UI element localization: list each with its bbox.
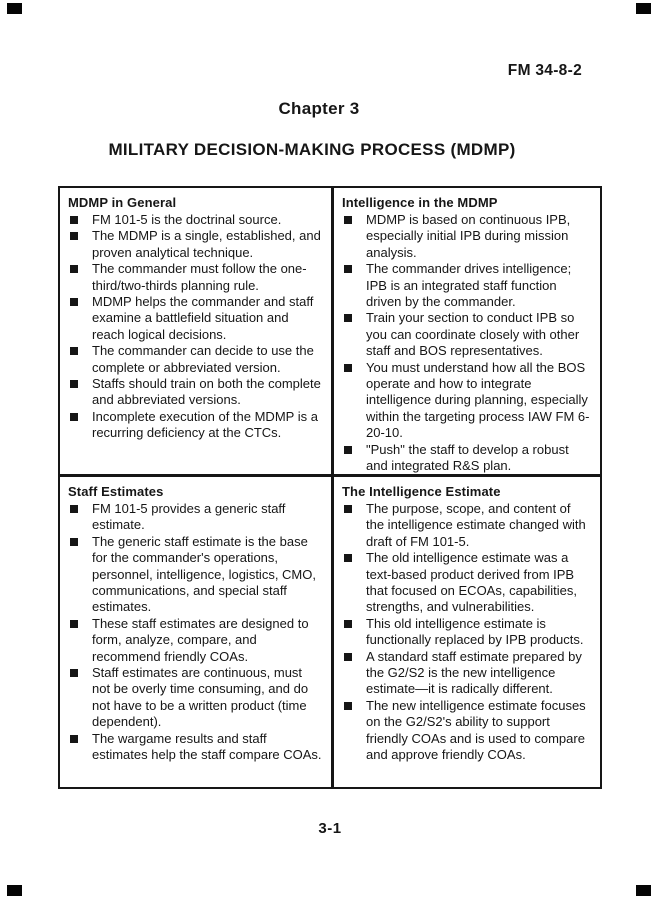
table-cell-intelligence-estimate (334, 477, 600, 787)
cell-heading: Intelligence in the MDMP (342, 195, 498, 210)
bullet-text: The purpose, scope, and content of the intelligence estimate changed with draft of FM 101-5. (366, 501, 586, 549)
bullet-square-icon (344, 554, 352, 562)
cell-heading: The Intelligence Estimate (342, 484, 501, 499)
bullet-item (342, 360, 592, 442)
document-reference: FM 34-8-2 (507, 62, 582, 79)
bullet-item (68, 343, 323, 376)
bullet-square-icon (70, 298, 78, 306)
bullet-item (68, 212, 323, 228)
bullet-square-icon (70, 265, 78, 273)
bullet-square-icon (70, 669, 78, 677)
bullet-square-icon (70, 735, 78, 743)
bullet-item (342, 550, 592, 616)
bullet-text: FM 101-5 is the doctrinal source. (92, 212, 282, 227)
bullet-text: The commander must follow the one-third/two-thirds planning rule. (92, 261, 307, 293)
bullet-text: A standard staff estimate prepared by the G2/S2 is the new intelligence estimate—it is radically different. (366, 648, 582, 697)
bullet-text: Train your section to conduct IPB so you can coordinate closely with other staff and BOS representatives. (366, 310, 580, 359)
corner-scan-mark-top-left (7, 3, 22, 14)
bullet-square-icon (70, 538, 78, 546)
bullet-item (68, 501, 323, 534)
chapter-heading: Chapter 3 (278, 99, 360, 118)
bullet-square-icon (344, 505, 352, 513)
bullet-text: FM 101-5 provides a generic staff estimate. (92, 501, 286, 533)
bullet-square-icon (344, 702, 352, 710)
bullet-text: The generic staff estimate is the base for the commander's operations, personnel, intelligence, logistics, CMO, communications, and special staff estimates. (92, 533, 316, 615)
bullet-text: The commander drives intelligence; IPB is an integrated staff function driven by the commander. (366, 261, 572, 310)
bullet-square-icon (70, 505, 78, 513)
bullet-text: Staff estimates are continuous, must not be overly time consuming, and do not have to be a written product (time dependent). (92, 665, 309, 730)
bullet-item (342, 310, 592, 359)
table-cell-intelligence-in-mdmp (334, 188, 600, 474)
page-title: MILITARY DECISION-MAKING PROCESS (MDMP) (108, 140, 516, 159)
bullet-item (68, 616, 323, 665)
bullet-item (68, 409, 323, 442)
bullet-item (342, 212, 592, 261)
bullet-square-icon (70, 380, 78, 388)
bullet-item (342, 501, 592, 550)
cell-heading: Staff Estimates (68, 484, 164, 499)
bullet-square-icon (344, 314, 352, 322)
cell-heading: MDMP in General (68, 195, 177, 210)
bullet-item (342, 442, 592, 474)
bullet-item (68, 261, 323, 294)
bullet-item (68, 665, 323, 731)
corner-scan-mark-bottom-right (636, 885, 651, 896)
bullet-text: "Push" the staff to develop a robust and integrated R&S plan. (366, 441, 569, 474)
bullet-item (342, 261, 592, 310)
bullet-list (342, 212, 592, 474)
bullet-square-icon (344, 653, 352, 661)
bullet-list (68, 212, 323, 442)
bullet-square-icon (344, 265, 352, 273)
mdmp-summary-table (58, 186, 602, 789)
bullet-text: MDMP helps the commander and staff examine a battlefield situation and reach logical decisions. (92, 294, 314, 342)
bullet-text: You must understand how all the BOS operate and how to integrate intelligence during planning, especially within the targeting process IAW FM 6-20-10. (366, 359, 590, 441)
bullet-square-icon (70, 232, 78, 240)
bullet-text: The wargame results and staff estimates help the staff compare COAs. (92, 730, 322, 763)
table-cell-staff-estimates (60, 477, 331, 787)
bullet-square-icon (344, 620, 352, 628)
bullet-list (68, 501, 323, 764)
bullet-text: MDMP is based on continuous IPB, especially initial IPB during mission analysis. (366, 212, 571, 260)
bullet-item (68, 294, 323, 343)
bullet-text: The new intelligence estimate focuses on the G2/S2's ability to support friendly COAs and is used to compare and approve friendly COAs. (366, 697, 586, 763)
corner-scan-mark-bottom-left (7, 885, 22, 896)
bullet-item (68, 376, 323, 409)
bullet-text: The commander can decide to use the complete or abbreviated version. (92, 343, 314, 375)
bullet-text: The old intelligence estimate was a text-based product derived from IPB that focused on ECOAs, capabilities, strengths, and vulnerabilities. (366, 550, 578, 615)
bullet-square-icon (70, 216, 78, 224)
bullet-text: Incomplete execution of the MDMP is a recurring deficiency at the CTCs. (92, 408, 318, 441)
bullet-square-icon (70, 620, 78, 628)
bullet-text: The MDMP is a single, established, and proven analytical technique. (92, 228, 321, 260)
bullet-square-icon (344, 216, 352, 224)
bullet-square-icon (70, 413, 78, 421)
bullet-text: This old intelligence estimate is functionally replaced by IPB products. (366, 615, 584, 648)
bullet-text: These staff estimates are designed to form, analyze, compare, and recommend friendly COAs. (92, 615, 309, 664)
corner-scan-mark-top-right (636, 3, 651, 14)
page-number: 3-1 (318, 820, 342, 837)
bullet-item (68, 731, 323, 764)
bullet-square-icon (344, 364, 352, 372)
bullet-list (342, 501, 592, 764)
bullet-item (342, 698, 592, 764)
bullet-square-icon (344, 446, 352, 454)
bullet-item (68, 228, 323, 261)
bullet-item (68, 534, 323, 616)
bullet-text: Staffs should train on both the complete and abbreviated versions. (92, 376, 321, 408)
bullet-square-icon (70, 347, 78, 355)
bullet-item (342, 649, 592, 698)
bullet-item (342, 616, 592, 649)
table-cell-mdmp-in-general (60, 188, 331, 474)
